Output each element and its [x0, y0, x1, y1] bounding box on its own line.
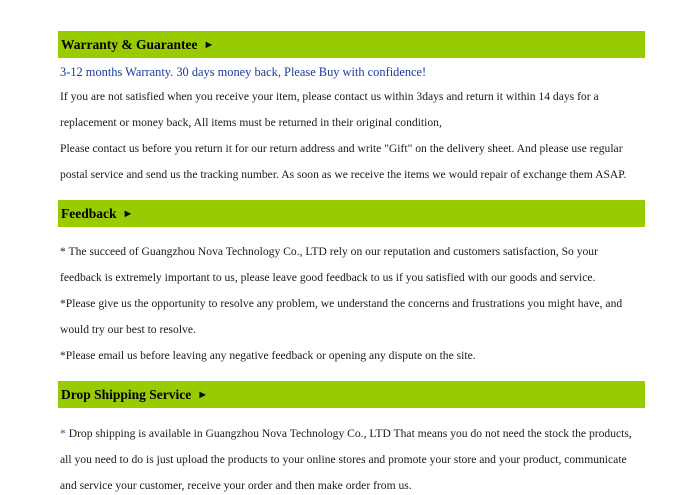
feedback-heading-text: Feedback: [61, 205, 117, 221]
feedback-line-1: * The succeed of Guangzhou Nova Technology Co., LTD rely on our reputation and customers satisfaction, So your: [60, 245, 598, 258]
feedback-heading: [58, 200, 645, 227]
arrow-right-icon: ►: [122, 207, 134, 220]
warranty-heading-text: Warranty & Guarantee: [61, 36, 198, 52]
arrow-right-icon: ►: [197, 388, 209, 401]
feedback-line-2: feedback is extremely important to us, please leave good feedback to us if you satisfied with our goods and service.: [60, 271, 596, 284]
dropship-heading-text: Drop Shipping Service: [61, 386, 192, 402]
dropship-heading: [58, 381, 645, 408]
warranty-highlight: 3-12 months Warranty. 30 days money back, Please Buy with confidence!: [60, 65, 427, 79]
feedback-line-4: would try our best to resolve.: [60, 323, 196, 336]
warranty-line-4: postal service and send us the tracking number. As soon as we receive the items we would repair of exchange them ASAP.: [60, 168, 627, 181]
dropship-line-1: [60, 427, 632, 441]
dropship-line-3: and service your customer, receive your order and then make order from us.: [60, 479, 412, 492]
warranty-line-2: replacement or money back, All items must be returned in their original condition,: [60, 116, 442, 129]
dropship-line-2: all you need to do is just upload the products to your online stores and promote your store and your product, communicate: [60, 453, 627, 466]
warranty-line-1: If you are not satisfied when you receive your item, please contact us within 3days and return it within 14 days for a: [60, 90, 599, 103]
dropship-line-1-text: Drop shipping is available in Guangzhou Nova Technology Co., LTD That means you do not need the stock the products,: [65, 427, 632, 440]
arrow-right-icon: ►: [203, 38, 215, 51]
feedback-line-5: *Please email us before leaving any negative feedback or opening any dispute on the site.: [60, 349, 476, 362]
bullet-asterisk: *: [60, 427, 66, 440]
warranty-heading: [58, 31, 645, 58]
warranty-line-3: Please contact us before you return it for our return address and write "Gift" on the delivery sheet. And please use regular: [60, 142, 623, 155]
feedback-line-3: *Please give us the opportunity to resolve any problem, we understand the concerns and frustrations you might have, and: [60, 297, 623, 310]
